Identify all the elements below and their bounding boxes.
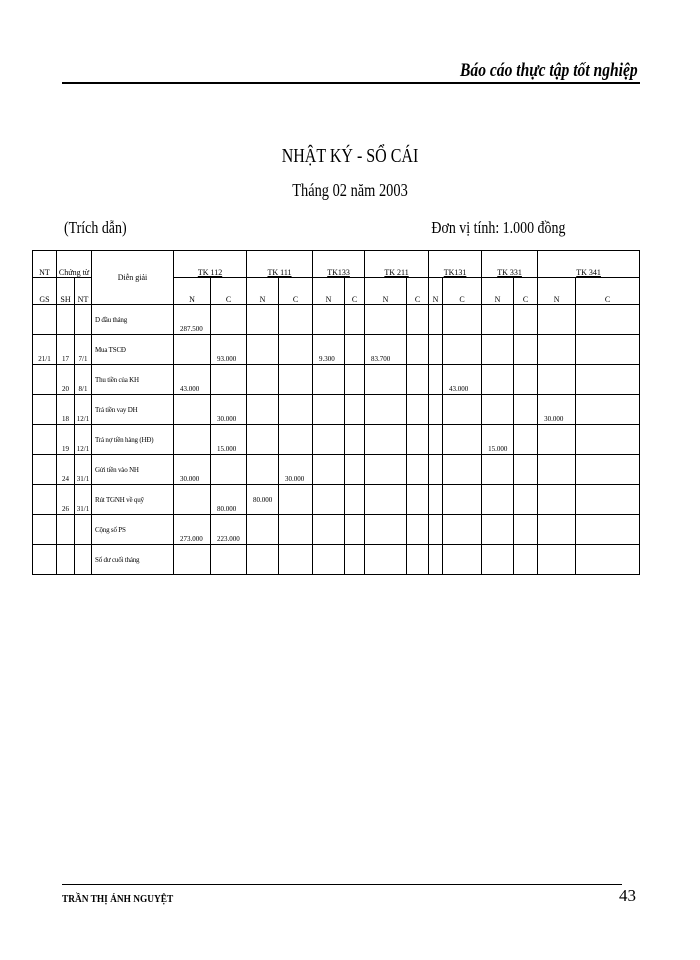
cell-amount <box>482 485 514 515</box>
cell-amount <box>211 365 247 395</box>
cell-amount <box>313 455 345 485</box>
cell-amount <box>514 515 538 545</box>
cell-amount <box>576 515 640 545</box>
cell-amount: 30.000 <box>538 395 576 425</box>
cell-nt: 31/1 <box>75 455 92 485</box>
cell-sh: 18 <box>57 395 75 425</box>
cell-nt <box>75 515 92 545</box>
page-number: 43 <box>619 886 636 905</box>
cell-sh: 20 <box>57 365 75 395</box>
cell-amount <box>576 335 640 365</box>
cell-amount <box>279 515 313 545</box>
cell-amount: 30.000 <box>174 455 211 485</box>
unit-note: Đơn vị tính: 1.000 đồng <box>430 218 565 237</box>
cell-amount <box>247 545 279 575</box>
cell-amount <box>538 335 576 365</box>
cell-gs <box>33 305 57 335</box>
cell-description: Trả tiền vay DH <box>92 395 174 425</box>
header-gs: GS <box>33 278 57 305</box>
cell-amount <box>247 305 279 335</box>
cell-amount <box>211 305 247 335</box>
document-subtitle: Tháng 02 năm 2003 <box>292 180 408 200</box>
cell-amount <box>482 365 514 395</box>
cell-sh <box>57 515 75 545</box>
cell-amount <box>429 305 443 335</box>
cell-amount <box>313 395 345 425</box>
cell-sh: 24 <box>57 455 75 485</box>
header-credit: C <box>279 278 313 305</box>
cell-amount <box>345 455 365 485</box>
cell-amount <box>174 485 211 515</box>
cell-gs <box>33 455 57 485</box>
cell-amount <box>538 455 576 485</box>
header-credit: C <box>514 278 538 305</box>
cell-amount <box>365 395 407 425</box>
header-debit: N <box>538 278 576 305</box>
cell-amount <box>345 365 365 395</box>
header-debit: N <box>247 278 279 305</box>
header-nt2: NT <box>75 278 92 305</box>
cell-description: Cộng số PS <box>92 515 174 545</box>
footer-author: TRẦN THỊ ÁNH NGUYỆT <box>62 893 174 905</box>
cell-amount <box>174 335 211 365</box>
cell-nt <box>75 305 92 335</box>
ledger-table <box>32 250 640 575</box>
table-row <box>33 485 640 515</box>
cell-amount <box>313 485 345 515</box>
cell-amount: 15.000 <box>211 425 247 455</box>
cell-amount <box>247 395 279 425</box>
header-debit: N <box>482 278 514 305</box>
cell-amount <box>443 485 482 515</box>
cell-amount <box>443 335 482 365</box>
cell-amount <box>538 425 576 455</box>
cell-amount <box>482 455 514 485</box>
cell-amount <box>538 485 576 515</box>
cell-amount <box>482 395 514 425</box>
footer-rule <box>62 884 622 885</box>
cell-amount <box>514 455 538 485</box>
cell-amount <box>345 545 365 575</box>
header-credit: C <box>407 278 429 305</box>
cell-amount <box>365 425 407 455</box>
cell-amount <box>407 455 429 485</box>
cell-amount <box>313 515 345 545</box>
cell-amount <box>443 395 482 425</box>
cell-amount <box>279 395 313 425</box>
cell-amount <box>407 365 429 395</box>
cell-description: Số dư cuối tháng <box>92 545 174 575</box>
table-row <box>33 305 640 335</box>
cell-amount <box>174 425 211 455</box>
cell-sh <box>57 545 75 575</box>
cell-amount <box>345 485 365 515</box>
cell-description: Thu tiền của KH <box>92 365 174 395</box>
table-row <box>33 545 640 575</box>
cell-amount <box>429 455 443 485</box>
cell-description: Trả nợ tiền hàng (HĐ) <box>92 425 174 455</box>
cell-amount <box>482 545 514 575</box>
cell-amount <box>443 425 482 455</box>
table-row <box>33 395 640 425</box>
cell-amount: 80.000 <box>211 485 247 515</box>
cell-gs <box>33 425 57 455</box>
cell-amount: 93.000 <box>211 335 247 365</box>
cell-amount <box>174 395 211 425</box>
cell-nt: 31/1 <box>75 485 92 515</box>
cell-amount <box>365 545 407 575</box>
cell-gs <box>33 365 57 395</box>
cell-amount <box>407 485 429 515</box>
header-debit: N <box>313 278 345 305</box>
cell-amount <box>365 305 407 335</box>
table-row <box>33 425 640 455</box>
cell-amount <box>482 305 514 335</box>
cell-amount <box>313 305 345 335</box>
cell-amount: 30.000 <box>279 455 313 485</box>
cell-amount: 273.000 <box>174 515 211 545</box>
header-debit: N <box>429 278 443 305</box>
cell-description: Mua TSCĐ <box>92 335 174 365</box>
cell-description: D đầu tháng <box>92 305 174 335</box>
cell-amount <box>247 365 279 395</box>
cell-amount <box>279 485 313 515</box>
header-account: TK133 <box>313 251 365 278</box>
cell-nt: 8/1 <box>75 365 92 395</box>
cell-amount <box>514 335 538 365</box>
excerpt-note: (Trích dẫn) <box>64 218 127 237</box>
report-header-title: Báo cáo thực tập tốt nghiệp <box>460 60 638 81</box>
header-sh: SH <box>57 278 75 305</box>
cell-amount <box>345 305 365 335</box>
cell-amount <box>407 305 429 335</box>
cell-sh <box>57 305 75 335</box>
cell-gs <box>33 485 57 515</box>
cell-amount <box>514 485 538 515</box>
cell-nt <box>75 545 92 575</box>
cell-amount <box>279 365 313 395</box>
cell-description: Rút TGNH về quỹ <box>92 485 174 515</box>
cell-amount <box>247 455 279 485</box>
cell-gs: 21/1 <box>33 335 57 365</box>
ledger-body <box>33 305 640 575</box>
cell-amount <box>576 305 640 335</box>
cell-amount <box>576 395 640 425</box>
header-account: TK 211 <box>365 251 429 278</box>
header-credit: C <box>443 278 482 305</box>
cell-amount <box>514 395 538 425</box>
cell-amount <box>365 365 407 395</box>
cell-amount: 223.000 <box>211 515 247 545</box>
cell-amount <box>429 485 443 515</box>
cell-amount <box>313 425 345 455</box>
cell-amount: 80.000 <box>247 485 279 515</box>
cell-amount <box>345 395 365 425</box>
cell-amount <box>429 395 443 425</box>
cell-amount <box>365 455 407 485</box>
cell-gs <box>33 395 57 425</box>
cell-amount <box>443 545 482 575</box>
cell-amount <box>443 305 482 335</box>
cell-sh: 19 <box>57 425 75 455</box>
header-voucher: Chứng từ <box>57 251 92 278</box>
header-credit: C <box>211 278 247 305</box>
cell-amount <box>365 485 407 515</box>
cell-amount: 43.000 <box>174 365 211 395</box>
cell-amount <box>576 485 640 515</box>
cell-amount <box>482 335 514 365</box>
cell-amount <box>407 335 429 365</box>
cell-sh: 17 <box>57 335 75 365</box>
cell-amount <box>576 455 640 485</box>
cell-nt: 7/1 <box>75 335 92 365</box>
header-account: TK 111 <box>247 251 313 278</box>
cell-amount <box>345 335 365 365</box>
cell-amount <box>538 515 576 545</box>
header-account: TK 331 <box>482 251 538 278</box>
cell-amount <box>279 305 313 335</box>
header-rule <box>62 82 640 84</box>
cell-amount <box>279 545 313 575</box>
cell-sh: 26 <box>57 485 75 515</box>
cell-amount <box>313 545 345 575</box>
cell-amount <box>514 305 538 335</box>
cell-amount <box>429 365 443 395</box>
table-row <box>33 365 640 395</box>
cell-amount <box>538 365 576 395</box>
header-debit: N <box>365 278 407 305</box>
cell-amount <box>365 515 407 545</box>
cell-gs <box>33 545 57 575</box>
cell-amount <box>211 545 247 575</box>
cell-amount <box>576 545 640 575</box>
cell-amount <box>538 305 576 335</box>
cell-amount <box>211 455 247 485</box>
cell-gs <box>33 515 57 545</box>
cell-amount: 15.000 <box>482 425 514 455</box>
table-row <box>33 455 640 485</box>
cell-amount <box>247 515 279 545</box>
document-title: NHẬT KÝ - SỔ CÁI <box>281 145 419 167</box>
header-account: TK 112 <box>174 251 247 278</box>
cell-amount <box>407 425 429 455</box>
cell-amount <box>443 455 482 485</box>
cell-amount <box>576 365 640 395</box>
cell-amount <box>514 425 538 455</box>
cell-nt: 12/1 <box>75 425 92 455</box>
cell-amount: 30.000 <box>211 395 247 425</box>
cell-amount <box>407 515 429 545</box>
cell-nt: 12/1 <box>75 395 92 425</box>
cell-amount <box>429 545 443 575</box>
header-account: TK131 <box>429 251 482 278</box>
cell-amount <box>576 425 640 455</box>
header-debit: N <box>174 278 211 305</box>
cell-amount <box>482 515 514 545</box>
cell-amount <box>247 425 279 455</box>
header-credit: C <box>345 278 365 305</box>
cell-amount <box>407 545 429 575</box>
table-row <box>33 515 640 545</box>
header-credit: C <box>576 278 640 305</box>
cell-amount: 83.700 <box>365 335 407 365</box>
cell-amount <box>538 545 576 575</box>
table-row <box>33 335 640 365</box>
cell-amount <box>443 515 482 545</box>
cell-amount <box>313 365 345 395</box>
cell-description: Gửi tiền vào NH <box>92 455 174 485</box>
cell-amount <box>247 335 279 365</box>
cell-amount: 43.000 <box>443 365 482 395</box>
cell-amount <box>345 425 365 455</box>
cell-amount <box>429 425 443 455</box>
header-nt: NT <box>33 251 57 278</box>
header-description: Diễn giải <box>92 251 174 305</box>
header-account: TK 341 <box>538 251 640 278</box>
cell-amount <box>345 515 365 545</box>
cell-amount: 9.300 <box>313 335 345 365</box>
cell-amount <box>514 545 538 575</box>
cell-amount <box>279 425 313 455</box>
cell-amount <box>407 395 429 425</box>
cell-amount <box>514 365 538 395</box>
cell-amount <box>429 515 443 545</box>
cell-amount: 287.500 <box>174 305 211 335</box>
cell-amount <box>429 335 443 365</box>
cell-amount <box>174 545 211 575</box>
cell-amount <box>279 335 313 365</box>
